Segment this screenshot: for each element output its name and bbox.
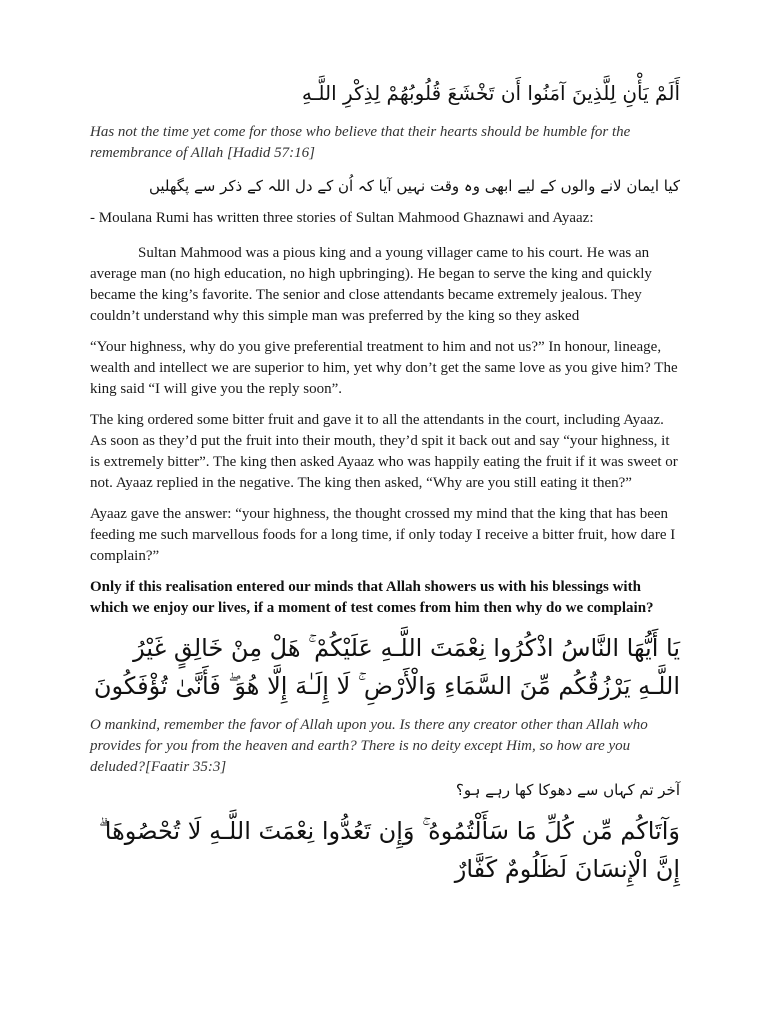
verse-hadid-translation: Has not the time yet come for those who believe that their hearts should be humble for the remembrance of Allah [Hadid 57:16] [90, 124, 631, 161]
story-paragraph-1: Sultan Mahmood was a pious king and a young villager came to his court. He was an average man (no high education, no high upbringing). He began to serve the king and quickly became the king’s favorite. The senior and close attendants became extremely jealous. They couldn’t understand why this simple man was preferred by the king so they asked [90, 245, 652, 324]
verse-faatir-urdu: آخر تم کہاں سے دھوکا کھا رہے ہو؟ [455, 781, 680, 799]
story-paragraph-4: Ayaaz gave the answer: “your highness, the thought crossed my mind that the king that has been feeding me such marvellous foods for a long time, if only today I receive a bitter fruit, how dare I complain?” [90, 506, 676, 564]
bold-conclusion: Only if this realisation entered our minds that Allah showers us with his blessings with which we enjoy our lives, if a moment of test comes from him then why do we complain? [90, 579, 654, 616]
document-body [90, 78, 680, 888]
verse-faatir-translation: O mankind, remember the favor of Allah upon you. Is there any creator other than Allah who provides for you from the heaven and earth? There is no deity except Him, so how are you deluded?[Faatir 35:3] [90, 717, 648, 775]
story-paragraph-2: “Your highness, why do you give preferential treatment to him and not us?” In honour, lineage, wealth and intellect we are superior to him, yet why don’t get the same love as you give him? The king said “I will give you the reply soon”. [90, 339, 678, 397]
verse-hadid-urdu: کیا ایمان لانے والوں کے لیے ابھی وہ وقت نہیں آیا کہ اُن کے دل اللہ کے ذکر سے پگھلیں [148, 177, 680, 195]
rumi-intro: - Moulana Rumi has written three stories of Sultan Mahmood Ghaznawi and Ayaaz: [90, 210, 594, 226]
verse-faatir-arabic: يَا أَيُّهَا النَّاسُ اذْكُرُوا نِعْمَتَ اللَّـهِ عَلَيْكُمْ ۚ هَلْ مِنْ خَالِقٍ غَيْرُ اللَّـهِ يَرْزُقُكُم مِّنَ السَّمَاءِ وَالْأَرْضِ ۚ لَا إِلَـٰهَ إِلَّا هُوَ ۖ فَأَنَّىٰ تُؤْفَكُونَ [93, 634, 680, 700]
verse-hadid-arabic: أَلَمْ يَأْنِ لِلَّذِينَ آمَنُوا أَن تَخْشَعَ قُلُوبُهُمْ لِذِكْرِ اللَّـهِ [301, 81, 680, 105]
story-paragraph-3: The king ordered some bitter fruit and gave it to all the attendants in the court, including Ayaaz. As soon as they’d put the fruit into their mouth, they’d spit it back out and say “your highness, it is extremely bitter”. The king then asked Ayaaz who was happily eating the fruit if it was sweet or not. Ayaaz replied in the negative. The king then asked, “Why are you still eating it then?” [90, 412, 678, 491]
verse-ibrahim-arabic: وَآتَاكُم مِّن كُلِّ مَا سَأَلْتُمُوهُ ۚ وَإِن تَعُدُّوا نِعْمَتَ اللَّـهِ لَا تُحْصُوهَا ۗ إِنَّ الْإِنسَانَ لَظَلُومٌ كَفَّارٌ [98, 817, 680, 883]
